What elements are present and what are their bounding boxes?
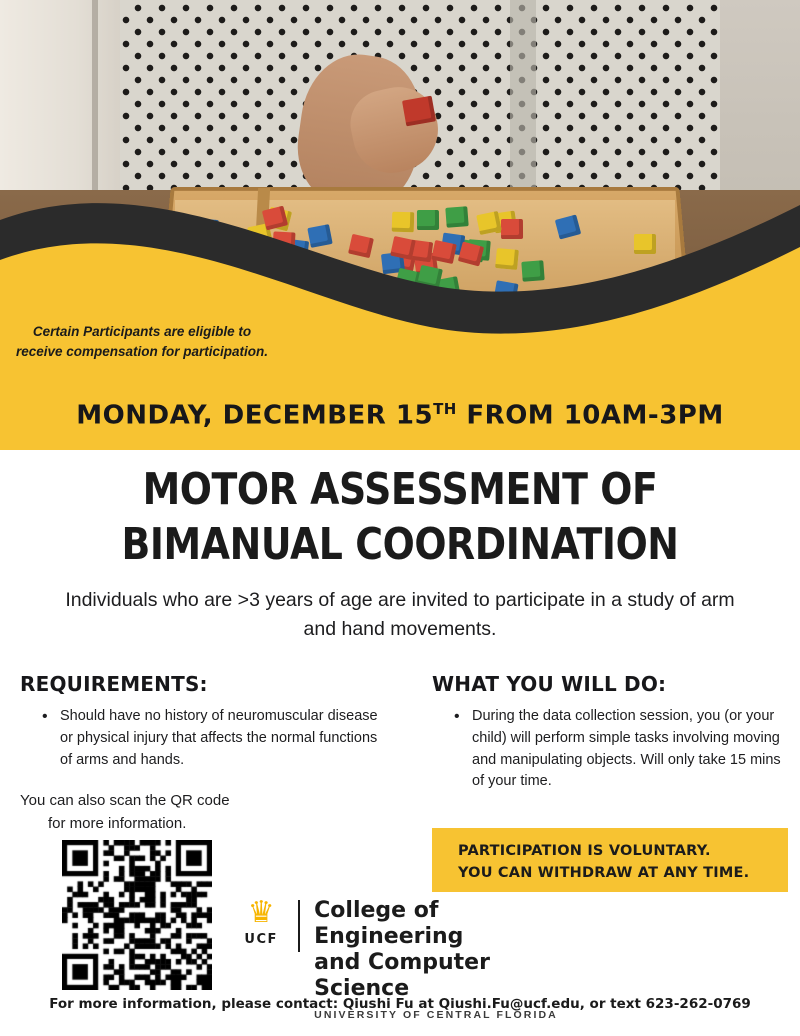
qr-instruction (20, 790, 320, 835)
logo-divider (298, 900, 300, 952)
event-date-line (0, 400, 800, 431)
qr-code-canvas[interactable] (62, 840, 212, 990)
requirements-section (20, 672, 390, 771)
pegasus-knight-icon: ♛ (247, 896, 275, 929)
page-subtitle: Individuals who are >3 years of age are invited to participate in a study of arm and hand movements. (65, 589, 735, 641)
what-you-will-do-section (432, 672, 788, 793)
qr-code[interactable] (62, 840, 212, 990)
voluntary-notice-box (432, 828, 788, 892)
photo-held-block (402, 96, 436, 127)
event-time-suffix: FROM 10AM-3PM (456, 400, 724, 431)
ucf-mark (236, 898, 286, 947)
page-title (56, 462, 744, 572)
footer-contact: For more information, please contact: Qiushi Fu at Qiushi.Fu@ucf.edu, or text 623-262-0769 (49, 996, 751, 1012)
list-item: • Should have no history of neuromuscular disease or physical injury that affects the normal functions of arms and hands. (40, 706, 390, 771)
list-item: • During the data collection session, you (or your child) will perform simple tasks involving moving and manipulating objects. Will only take 15 mins of your time. (452, 706, 788, 793)
qr-instruction-line1: You can also scan the QR code (20, 792, 230, 809)
requirements-list (20, 706, 390, 771)
voluntary-line1: PARTICIPATION IS VOLUNTARY. (458, 843, 711, 859)
what-you-will-do-heading: WHAT YOU WILL DO: (432, 672, 667, 696)
voluntary-line2: YOU CAN WITHDRAW AT ANY TIME. (458, 865, 750, 882)
event-date-prefix: MONDAY, DECEMBER 15 (76, 400, 434, 431)
event-date-ordinal: TH (433, 400, 457, 418)
requirements-heading: REQUIREMENTS: (20, 672, 208, 696)
college-name-line1: College of Engineering (314, 898, 464, 949)
what-you-will-do-list (432, 706, 788, 793)
qr-instruction-line2: for more information. (48, 814, 187, 832)
page-title-line1: MOTOR ASSESSMENT OF (142, 464, 658, 515)
university-name: UNIVERSITY OF CENTRAL FLORIDA (314, 1008, 558, 1021)
college-name-line2: and Computer Science (314, 949, 490, 1001)
eligibility-note: Certain Participants are eligible to receive compensation for participation. (15, 324, 269, 359)
page-title-line2: BIMANUAL COORDINATION (121, 519, 679, 570)
ucf-letters: UCF (244, 932, 278, 947)
